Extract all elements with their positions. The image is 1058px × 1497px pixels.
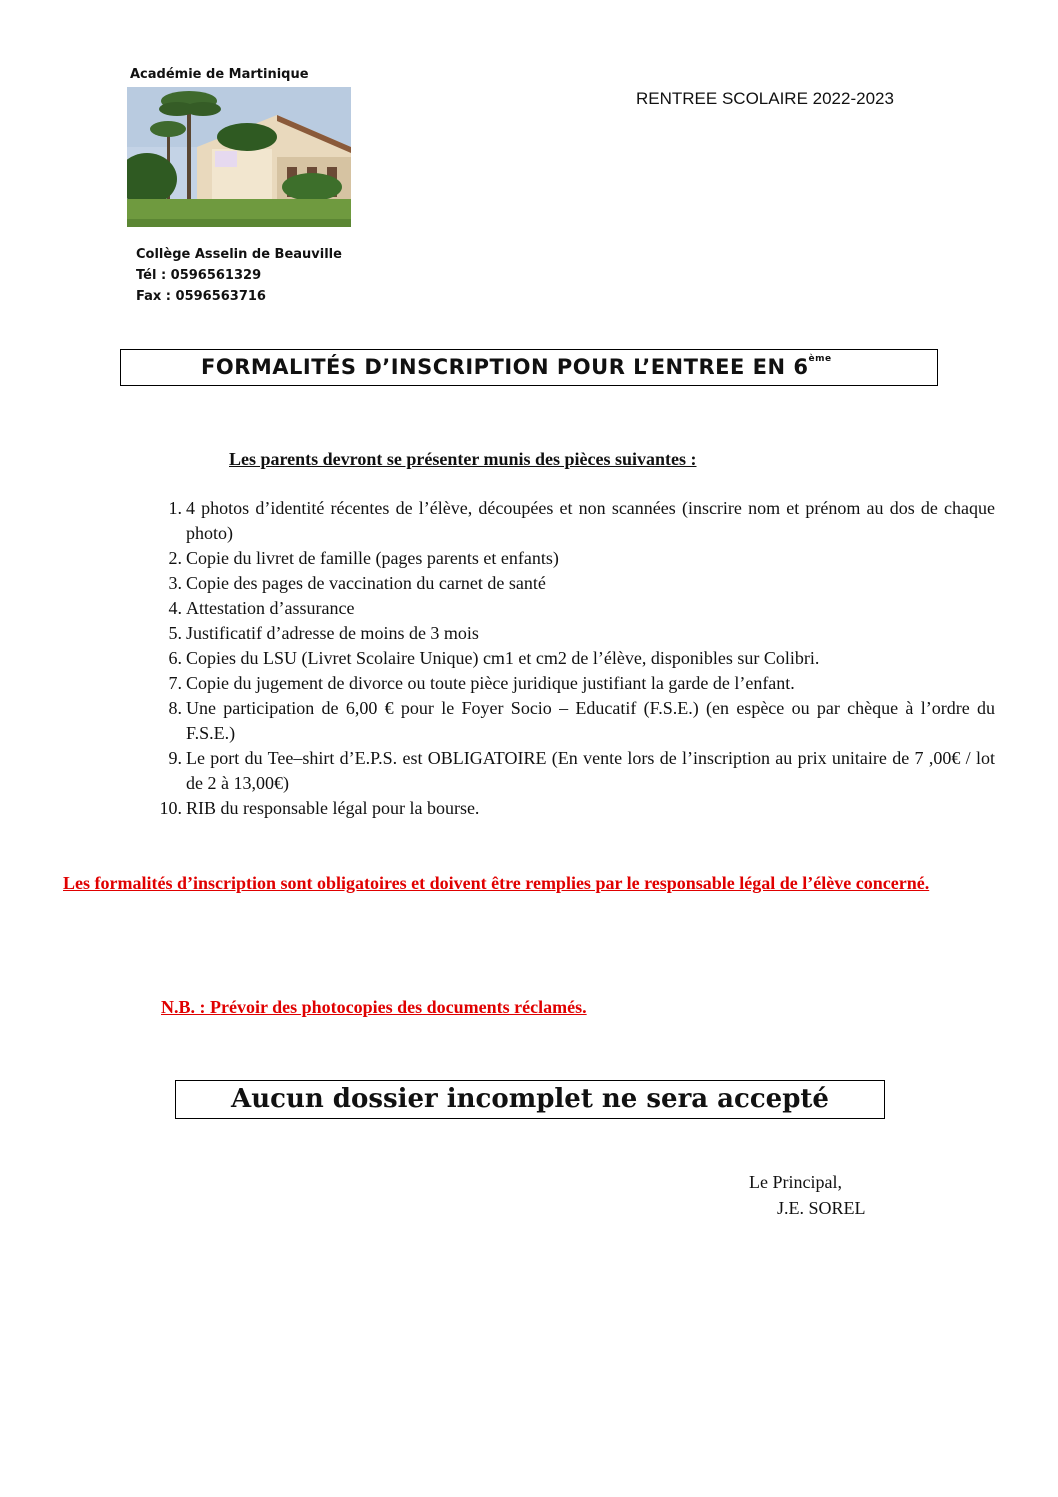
list-item-number: 5. xyxy=(168,623,182,643)
list-item-text: Copies du LSU (Livret Scolaire Unique) cm1 et cm2 de l’élève, disponibles sur Colibri. xyxy=(186,648,820,668)
list-item xyxy=(155,646,995,671)
list-item xyxy=(155,746,995,796)
school-name: Collège Asselin de Beauville xyxy=(136,247,342,262)
list-item xyxy=(155,621,995,646)
incomplete-notice: Aucun dossier incomplet ne sera accepté xyxy=(175,1080,885,1119)
list-item-number: 8. xyxy=(168,698,182,718)
page-title-sup: ème xyxy=(808,354,832,364)
school-photo xyxy=(127,87,351,227)
list-item-text: Copie des pages de vaccination du carnet de santé xyxy=(186,573,546,593)
school-tel: Tél : 0596561329 xyxy=(136,268,262,283)
list-item xyxy=(155,546,995,571)
list-item-text: Justificatif d’adresse de moins de 3 mois xyxy=(186,623,479,643)
list-item xyxy=(155,596,995,621)
list-item-number: 10. xyxy=(159,798,182,818)
list-item-number: 1. xyxy=(168,498,182,518)
required-documents-list xyxy=(155,496,995,821)
list-item-text: Une participation de 6,00 € pour le Foyer Socio – Educatif (F.S.E.) (en espèce ou par chèque à l’ordre du F.S.E.) xyxy=(186,698,995,743)
academy-name: Académie de Martinique xyxy=(130,67,309,82)
nb-note: N.B. : Prévoir des photocopies des documents réclamés. xyxy=(161,997,587,1017)
list-item-text: RIB du responsable légal pour la bourse. xyxy=(186,798,480,818)
list-item-text: Le port du Tee–shirt d’E.P.S. est OBLIGATOIRE (En vente lors de l’inscription au prix unitaire de 7 ,00€ / lot de 2 à 13,00€) xyxy=(186,748,995,793)
list-item xyxy=(155,696,995,746)
list-item xyxy=(155,571,995,596)
signature-role: Le Principal, xyxy=(749,1172,842,1192)
list-item-text: Copie du livret de famille (pages parents et enfants) xyxy=(186,548,559,568)
list-item-text: Copie du jugement de divorce ou toute pièce juridique justifiant la garde de l’enfant. xyxy=(186,673,795,693)
title-box xyxy=(120,349,938,386)
list-item-number: 6. xyxy=(168,648,182,668)
list-item-number: 9. xyxy=(168,748,182,768)
list-item-number: 2. xyxy=(168,548,182,568)
intro-text: Les parents devront se présenter munis des pièces suivantes : xyxy=(229,449,697,469)
mandatory-warning: Les formalités d’inscription sont obligatoires et doivent être remplies par le responsable légal de l’élève concerné. xyxy=(63,873,930,893)
list-item xyxy=(155,496,995,546)
list-item-text: Attestation d’assurance xyxy=(186,598,355,618)
school-fax: Fax : 0596563716 xyxy=(136,289,266,304)
page-title-main: FORMALITÉS D’INSCRIPTION POUR L’ENTREE EN 6 xyxy=(201,355,809,379)
list-item-text: 4 photos d’identité récentes de l’élève, découpées et non scannées (inscrire nom et prénom au dos de chaque photo) xyxy=(186,498,995,543)
signature-name: J.E. SOREL xyxy=(777,1198,866,1218)
list-item-number: 7. xyxy=(168,673,182,693)
school-contact xyxy=(136,244,342,307)
school-year: RENTREE SCOLAIRE 2022-2023 xyxy=(636,89,894,108)
list-item xyxy=(155,671,995,696)
page-title xyxy=(201,355,832,379)
list-item-number: 4. xyxy=(168,598,182,618)
list-item xyxy=(155,796,995,821)
list-item-number: 3. xyxy=(168,573,182,593)
